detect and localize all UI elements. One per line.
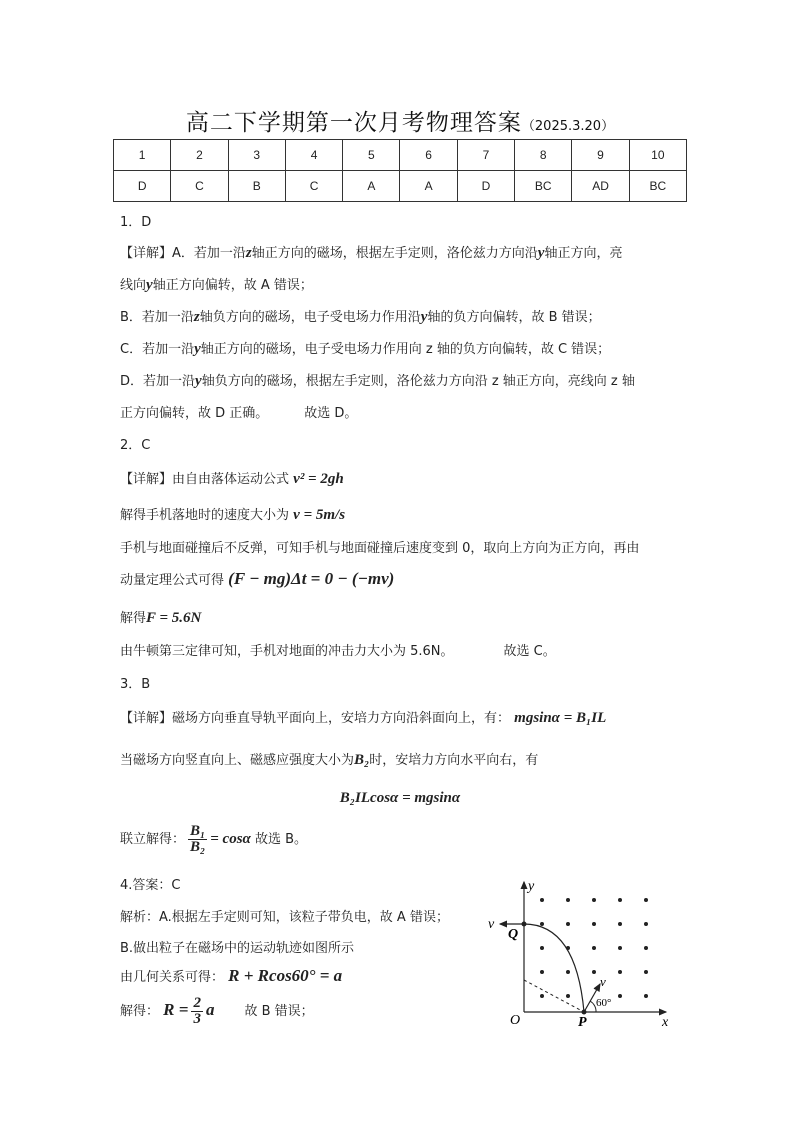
text: 轴正方向偏转，故 A 错误； <box>152 278 313 293</box>
q3-heading: 3．B <box>120 677 151 692</box>
var-y: y <box>420 309 428 325</box>
question-number: 7 <box>457 140 514 171</box>
text: B．若加一沿 <box>120 310 194 325</box>
q2-line-6 <box>120 640 556 659</box>
text: 当磁场方向竖直向上、磁感应强度大小为 <box>120 753 355 768</box>
answer-cell: A <box>343 171 400 202</box>
answer-cell: BC <box>515 171 572 202</box>
q2-line-3: 手机与地面碰撞后不反弹，可知手机与地面碰撞后速度变到 0，取向上方向为正方向，再由 <box>120 541 640 556</box>
var-z: z <box>245 245 252 261</box>
var-a: a <box>205 1000 215 1019</box>
answer-cell: C <box>285 171 342 202</box>
q3-line-1 <box>120 707 606 727</box>
q3-line-2 <box>120 749 538 769</box>
numerator: 2 <box>193 995 201 1011</box>
numerator: B₁ <box>190 823 206 839</box>
text: 解得手机落地时的速度大小为 <box>120 508 290 523</box>
radius-line <box>524 980 584 1012</box>
q1-explain-a <box>120 242 622 262</box>
q1-explain-b <box>120 306 601 326</box>
question-number: 4 <box>285 140 342 171</box>
field-dots <box>540 898 648 998</box>
choice-text: 故选 B。 <box>254 832 308 847</box>
text: 解得： <box>120 1004 160 1019</box>
q1-explain-d-cont <box>120 402 357 421</box>
label-o: O <box>510 1013 521 1026</box>
point-p <box>582 1010 587 1015</box>
question-number: 2 <box>171 140 228 171</box>
var-b2: B₂ <box>354 752 370 768</box>
trajectory-figure <box>484 876 674 1026</box>
text: 动量定理公式可得 <box>120 573 225 588</box>
page-title <box>0 104 800 137</box>
choice-text: 故选 C。 <box>503 644 556 659</box>
question-number: 9 <box>572 140 629 171</box>
text: D．若加一沿 <box>120 374 196 389</box>
text: 由几何关系可得： <box>120 970 225 985</box>
trajectory-arc <box>524 924 584 1012</box>
q2-line-4 <box>120 569 394 589</box>
label-v-q: v <box>488 917 495 932</box>
text: 正方向偏转，故 D 正确。 <box>120 406 269 421</box>
text: C．若加一沿 <box>120 342 195 357</box>
formula: B₂ILcosα = mgsinα <box>339 790 461 806</box>
formula: R + Rcos60° = a <box>228 966 343 985</box>
label-angle: 60° <box>596 997 612 1009</box>
answer-table-answers-row <box>114 171 687 202</box>
text: 轴的负方向偏转，故 B 错误； <box>427 310 601 325</box>
q2-line-1 <box>120 468 344 488</box>
answer-table <box>113 139 687 202</box>
fraction-two-thirds <box>191 996 203 1027</box>
formula: v = 5m/s <box>293 507 346 523</box>
var-y: y <box>537 245 545 261</box>
answer-cell: D <box>114 171 171 202</box>
q2-line-2 <box>120 504 345 524</box>
text: 时，安培力方向水平向右，有 <box>369 753 539 768</box>
text: 由牛顿第三定律可知，手机对地面的冲击力大小为 5.6N。 <box>120 644 454 659</box>
title-date: （2025.3.20） <box>521 119 615 134</box>
q1-explain-c <box>120 338 610 358</box>
q4-line-4 <box>120 996 314 1027</box>
label-p: P <box>578 1015 587 1026</box>
question-number: 5 <box>343 140 400 171</box>
question-number: 1 <box>114 140 171 171</box>
choice-text: 故 B 错误； <box>244 1004 314 1019</box>
q1-explain-d <box>120 370 635 390</box>
label-y: y <box>528 879 535 894</box>
var-z: z <box>193 309 200 325</box>
q4-line-1: 解析：A.根据左手定则可知，该粒子带负电，故 A 错误； <box>120 910 449 925</box>
formula: v² = 2gh <box>293 471 344 487</box>
question-number: 3 <box>228 140 285 171</box>
answer-table-numbers-row <box>114 140 687 171</box>
answer-cell: D <box>457 171 514 202</box>
question-number: 10 <box>629 140 686 171</box>
text: 【详解】A．若加一沿 <box>120 246 246 261</box>
formula: R = <box>163 1000 189 1019</box>
label-x: x <box>662 1015 669 1026</box>
denominator: 3 <box>193 1011 201 1027</box>
q1-heading: 1．D <box>120 215 152 230</box>
answer-cell: AD <box>572 171 629 202</box>
text: 【详解】磁场方向垂直导轨平面向上，安培力方向沿斜面向上，有： <box>120 711 511 726</box>
var-y: y <box>195 373 202 389</box>
answer-cell: B <box>228 171 285 202</box>
answer-cell: A <box>400 171 457 202</box>
q2-heading: 2．C <box>120 438 151 453</box>
label-v-p: v <box>600 974 606 989</box>
title-main: 高二下学期第一次月考物理答案 <box>185 110 522 136</box>
q2-line-5 <box>120 607 201 627</box>
var-y: y <box>194 341 201 357</box>
q4-heading: 4.答案：C <box>120 878 181 893</box>
text: 轴负方向的磁场，根据左手定则，洛伦兹力方向沿 z 轴正方向，亮线向 z 轴 <box>201 374 635 389</box>
formula: F = 5.6N <box>146 610 202 626</box>
question-number: 8 <box>515 140 572 171</box>
text: 解得 <box>120 611 147 626</box>
q3-line-4 <box>120 824 307 855</box>
choice-text: 故选 D。 <box>304 406 358 421</box>
text: 线向 <box>120 278 147 293</box>
q4-line-2: B.做出粒子在磁场中的运动轨迹如图所示 <box>120 941 355 956</box>
var-y: y <box>146 277 153 293</box>
formula: mgsinα = B₁IL <box>514 710 607 726</box>
label-q: Q <box>508 927 519 942</box>
answer-cell: C <box>171 171 228 202</box>
text: 轴正方向的磁场，电子受电场力作用向 z 轴的负方向偏转，故 C 错误； <box>200 342 611 357</box>
text: 轴正方向，亮 <box>544 246 623 261</box>
text: 【详解】由自由落体运动公式 <box>120 472 290 487</box>
fraction-b1-b2 <box>188 824 207 855</box>
formula: (F − mg)Δt = 0 − (−mv) <box>228 569 395 588</box>
text: 联立解得： <box>120 832 186 847</box>
point-q <box>522 922 527 927</box>
formula: = cosα <box>210 831 251 847</box>
q4-line-3 <box>120 966 342 986</box>
text: 轴负方向的磁场，电子受电场力作用沿 <box>199 310 421 325</box>
answer-cell: BC <box>629 171 686 202</box>
q1-explain-a-cont <box>120 274 313 294</box>
question-number: 6 <box>400 140 457 171</box>
text: 轴正方向的磁场，根据左手定则，洛伦兹力方向沿 <box>251 246 538 261</box>
denominator: B₂ <box>190 839 206 855</box>
q3-line-3 <box>0 790 800 807</box>
